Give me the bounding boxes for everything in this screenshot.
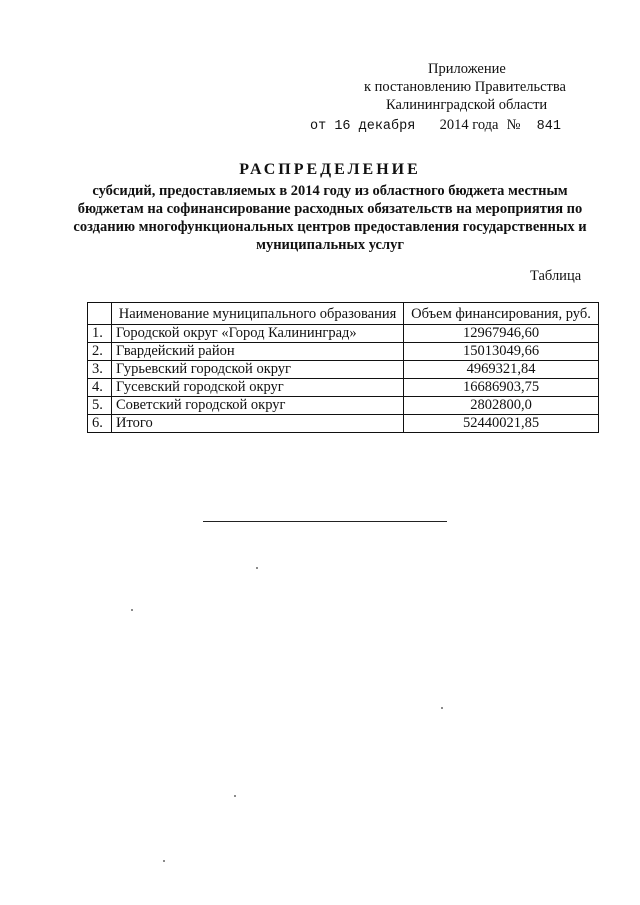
title-block [60, 160, 600, 254]
row-amount: 12967946,60 [404, 325, 599, 343]
appendix-line-2: к постановлению Правительства [364, 79, 566, 95]
row-name: Советский городской округ [112, 397, 404, 415]
appendix-line-3: Калининградской области [386, 97, 548, 113]
row-name: Итого [112, 415, 404, 433]
row-name: Городской округ «Город Калининград» [112, 325, 404, 343]
document-title: РАСПРЕДЕЛЕНИЕ [239, 161, 421, 178]
date-prefix: от [310, 119, 327, 134]
row-name: Гурьевский городской округ [112, 361, 404, 379]
table-row [88, 397, 599, 415]
row-amount: 2802800,0 [404, 397, 599, 415]
scan-speck [256, 567, 258, 569]
row-amount: 52440021,85 [404, 415, 599, 433]
row-number: 6. [88, 415, 112, 433]
header-num-cell [88, 303, 112, 325]
scan-speck [131, 609, 133, 611]
row-amount: 16686903,75 [404, 379, 599, 397]
row-name: Гвардейский район [112, 343, 404, 361]
date-year: 2014 года [439, 117, 499, 133]
header-name-cell: Наименование муниципального образования [112, 303, 404, 325]
row-number: 4. [88, 379, 112, 397]
row-amount: 15013049,66 [404, 343, 599, 361]
closing-rule [203, 521, 447, 522]
table-row [88, 343, 599, 361]
row-number: 2. [88, 343, 112, 361]
scan-speck [234, 795, 236, 797]
row-name: Гусевский городской округ [112, 379, 404, 397]
document-subtitle: субсидий, предоставляемых в 2014 году из областного бюджета местным бюджетам на софинансирование расходных обязательств на мероприятия по созданию многофункциональных центров предоставления государственных и муниципальных услуг [73, 183, 587, 253]
scan-speck [441, 707, 443, 709]
table-row-total [88, 415, 599, 433]
row-amount: 4969321,84 [404, 361, 599, 379]
table-row [88, 379, 599, 397]
table-header-row [88, 303, 599, 325]
table-label: Таблица [530, 268, 582, 284]
row-number: 3. [88, 361, 112, 379]
appendix-date-line [310, 116, 561, 136]
decree-number: 841 [536, 119, 561, 134]
header-amount-cell: Объем финансирования, руб. [404, 303, 599, 325]
row-number: 5. [88, 397, 112, 415]
scan-speck [163, 860, 165, 862]
row-number: 1. [88, 325, 112, 343]
distribution-table [87, 302, 599, 433]
number-sign: № [506, 117, 521, 133]
table-row [88, 361, 599, 379]
table-row [88, 325, 599, 343]
appendix-line-1: Приложение [428, 61, 506, 77]
date-day-month: 16 декабря [334, 119, 416, 134]
